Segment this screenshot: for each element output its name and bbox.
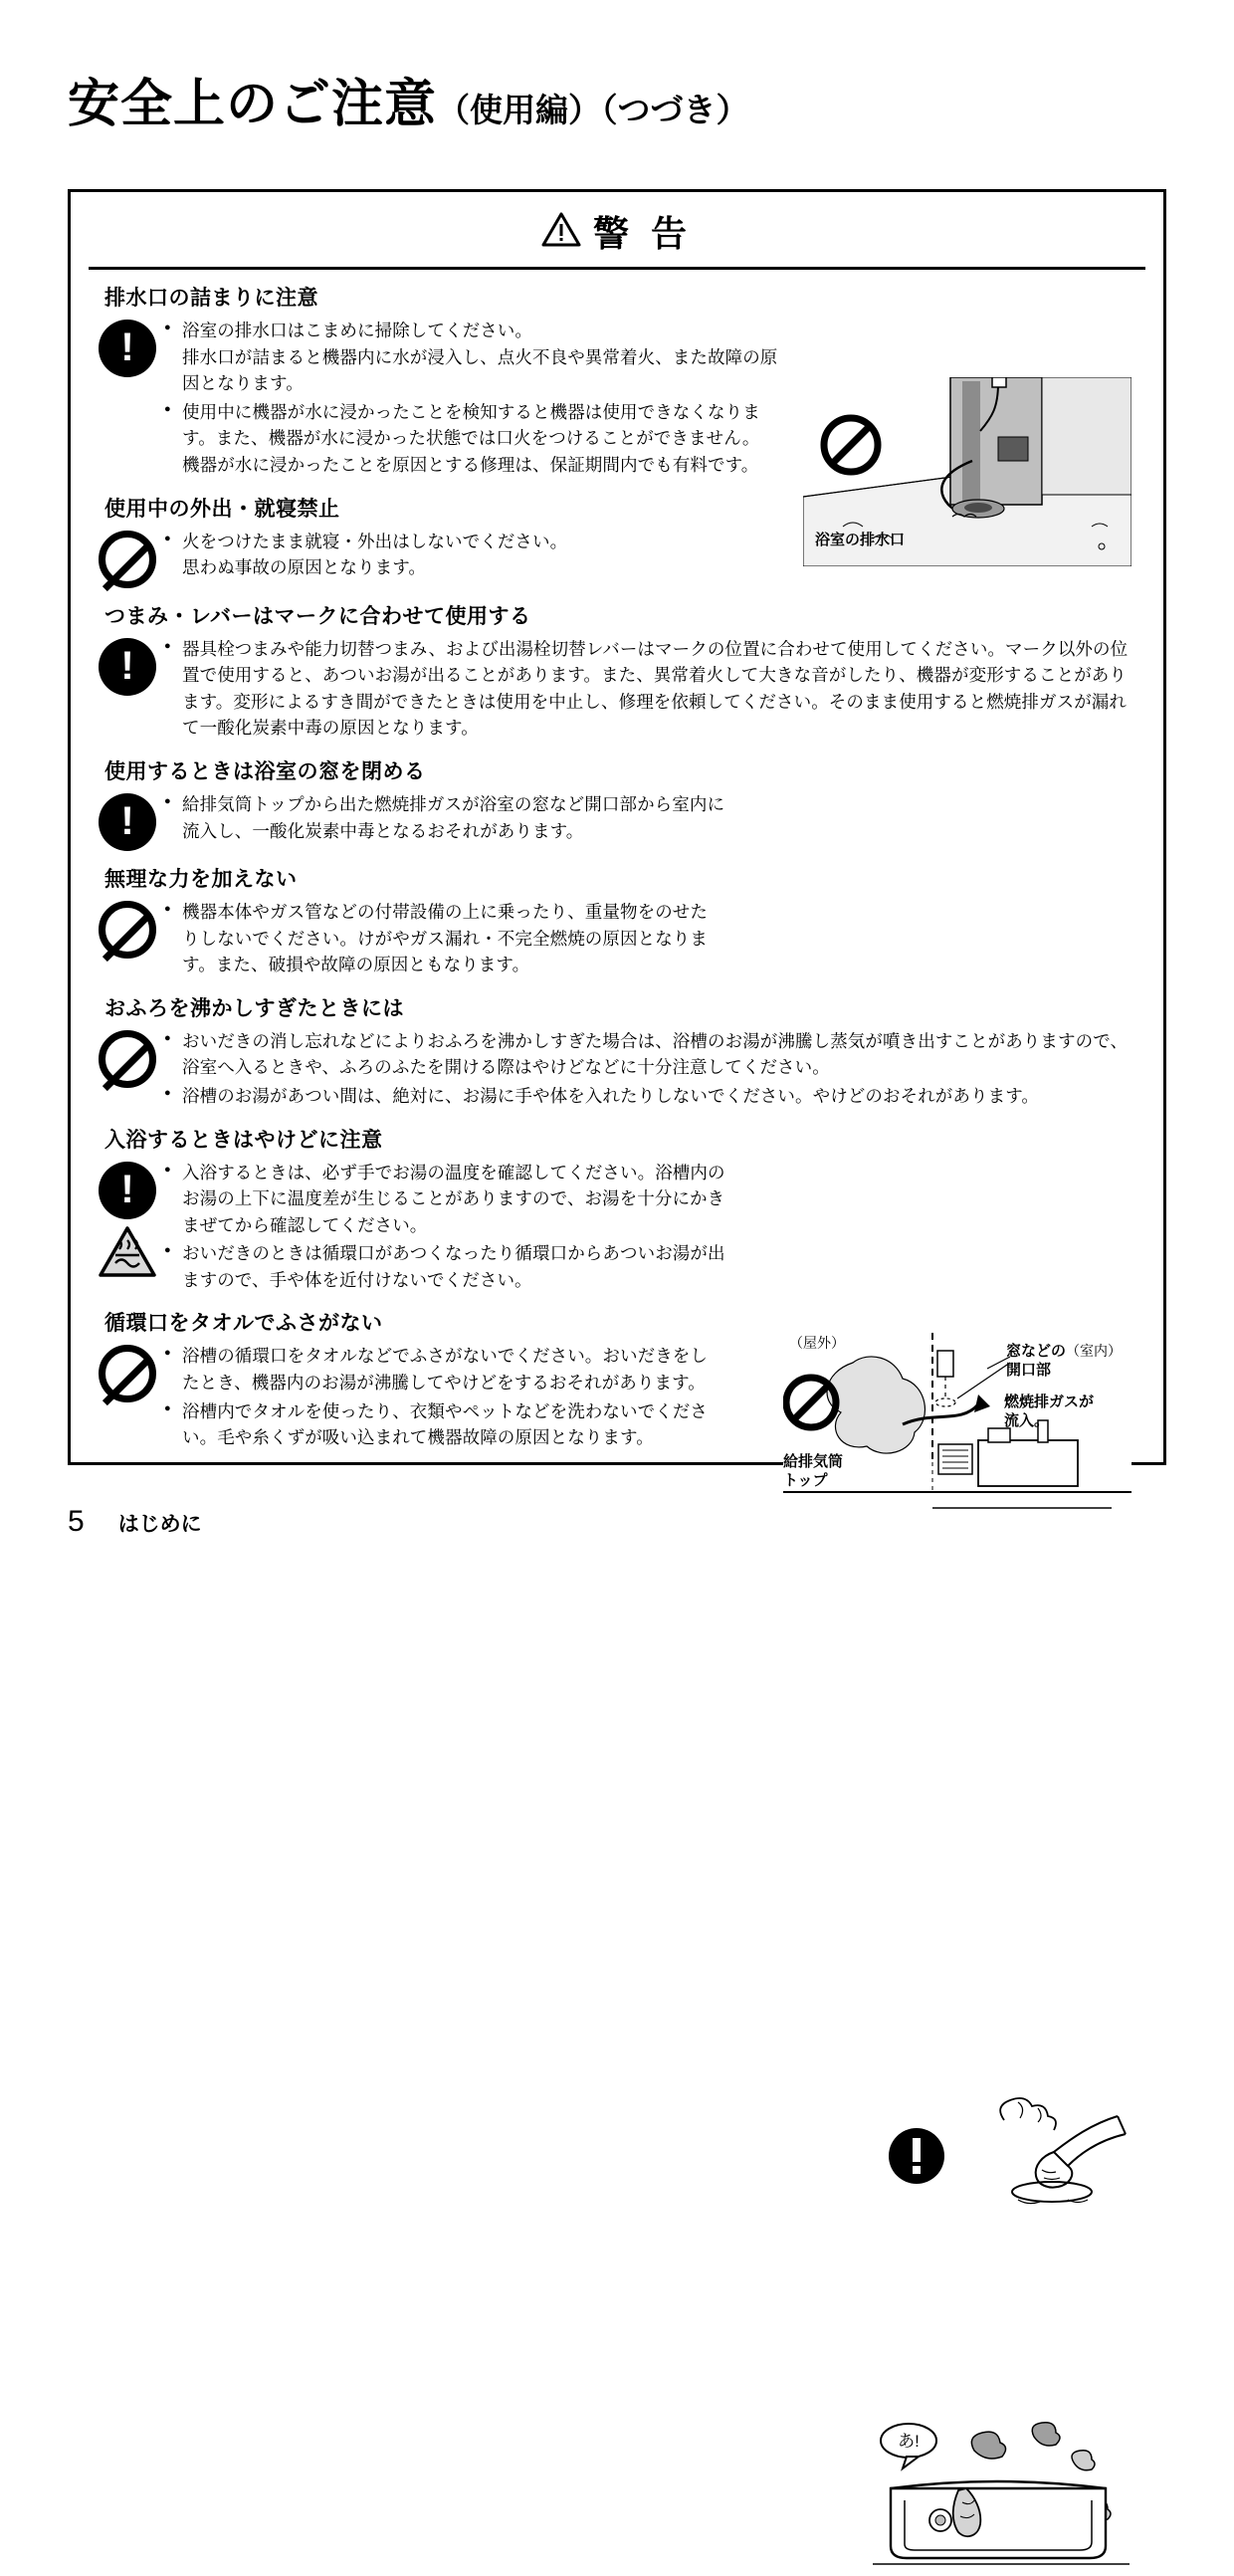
list-item: ● 使用中に機器が水に浸かったことを検知すると機器は使用できなくなります。また、機器が水に浸かった状態では口火をつけることができません。 機器が水に浸かったことを原因とする修理は、保証期間内でも有料です。 — [164, 399, 781, 479]
list-item: ● 機器本体やガス管などの付帯設備の上に乗ったり、重量物をのせたりしないでください。けがやガス漏れ・不完全燃焼の原因となります。また、破損や故障の原因ともなります。 — [164, 899, 721, 978]
page-title-sub: （使用編）（つづき） — [437, 92, 749, 128]
bullet-list — [164, 1160, 741, 1294]
warning-label: 警 告 — [592, 213, 693, 254]
section-no-leave — [71, 493, 1163, 588]
warning-triangle-icon — [541, 211, 581, 252]
list-item: ● 浴槽の循環口をタオルなどでふさがないでください。おいだきをしたとき、機器内のお湯が沸騰してやけどをするおそれがあります。 — [164, 1343, 721, 1395]
mandatory-exclamation-icon: ! — [99, 1162, 156, 1219]
section-no-force — [71, 863, 1163, 980]
list-item: ● 入浴するときは、必ず手でお湯の温度を確認してください。浴槽内のお湯の上下に温度差が生じることがありますので、お湯を十分にかきまぜてから確認してください。 — [164, 1160, 741, 1239]
footer-chapter-label: はじめに — [117, 1513, 202, 1536]
svg-text:あ!: あ! — [898, 2432, 920, 2452]
page-footer — [68, 1505, 202, 1539]
mandatory-exclamation-icon: ! — [99, 320, 156, 377]
label-exhaust-top: 給排気筒 トップ — [783, 1452, 844, 1490]
mandatory-exclamation-icon: ! — [99, 638, 156, 696]
icon-column — [91, 316, 164, 377]
label-outdoor: （屋外） — [789, 1334, 845, 1351]
icon-column — [91, 634, 164, 696]
section-heading: 使用中の外出・就寝禁止 — [104, 497, 340, 521]
section-heading: 無理な力を加えない — [104, 867, 298, 891]
icon-column — [91, 1026, 164, 1088]
bullet-list — [164, 529, 1143, 581]
list-item: ● 浴槽内でタオルを使ったり、衣類やペットなどを洗わないでください。毛や糸くずが吸い込まれて機器故障の原因となります。 — [164, 1398, 721, 1451]
icon-column — [91, 897, 164, 959]
bullet-list — [164, 318, 781, 479]
hot-surface-caution-icon — [98, 1225, 157, 1279]
page-number: 5 — [68, 1505, 85, 1538]
prohibition-icon — [99, 901, 156, 959]
section-heading: 使用するときは浴室の窓を閉める — [104, 759, 426, 783]
warning-divider — [89, 267, 1145, 270]
bathtub-towel-illustration — [867, 2417, 1135, 2571]
section-heading: 排水口の詰まりに注意 — [104, 287, 318, 310]
bullet-list — [164, 899, 721, 978]
bullet-list — [164, 791, 731, 844]
section-heading: 入浴するときはやけどに注意 — [104, 1128, 383, 1152]
section-knob-lever — [71, 600, 1163, 744]
list-item: ● おいだきの消し忘れなどによりおふろを沸かしすぎた場合は、浴槽のお湯が沸騰し蒸気が噴き出すことがありますので、浴室へ入るときや、ふろのふたを開ける際はやけどなどに十分注意してください。 — [164, 1028, 1130, 1081]
bullet-list — [164, 1343, 721, 1450]
list-item: ● 給排気筒トップから出た燃焼排ガスが浴室の窓など開口部から室内に流入し、一酸化炭素中毒となるおそれがあります。 — [164, 791, 731, 844]
label-opening: 窓などの（室内） 開口部 — [1006, 1342, 1123, 1379]
prohibition-icon — [99, 1345, 156, 1402]
bullet-list — [164, 1028, 1130, 1110]
hand-in-hot-water-illustration — [887, 2094, 1131, 2219]
mandatory-exclamation-icon: ! — [99, 793, 156, 851]
list-item: ● おいだきのときは循環口があつくなったり循環口からあついお湯が出ますので、手や体を近付けないでください。 — [164, 1240, 741, 1293]
section-heading: つまみ・レバーはマークに合わせて使用する — [104, 604, 531, 628]
list-item: ● 器具栓つまみや能力切替つまみ、および出湯栓切替レバーはマークの位置に合わせて使用してください。マーク以外の位置で使用すると、あついお湯が出ることがあります。また、異常着火して大きな音がしたり、機器が変形することがあります。変形によるすき間ができたときは使用を中止し、修理を依頼してください。そのまま使用すると燃焼排ガスが漏れて一酸化炭素中毒の原因となります。 — [164, 636, 1130, 742]
section-burn-caution — [71, 1124, 1163, 1296]
prohibition-icon — [99, 1030, 156, 1088]
prohibition-icon — [99, 531, 156, 588]
list-item: ● 火をつけたまま就寝・外出はしないでください。 思わぬ事故の原因となります。 — [164, 529, 1143, 581]
section-overheated-bath — [71, 992, 1163, 1112]
icon-column — [91, 789, 164, 851]
section-heading: 循環口をタオルでふさがない — [104, 1312, 383, 1336]
page-title-main: 安全上のご注意 — [68, 76, 438, 133]
icon-column — [91, 1158, 164, 1279]
figure-caption-drain: 浴室の排水口 — [815, 532, 906, 548]
icon-column — [91, 1341, 164, 1402]
list-item: ● 浴室の排水口はこまめに掃除してください。 排水口が詰まると機器内に水が浸入し、点火不良や異常着火、また故障の原因となります。 — [164, 318, 781, 397]
section-heading: おふろを沸かしすぎたときには — [104, 996, 404, 1020]
icon-column — [91, 527, 164, 588]
warning-header — [71, 192, 1163, 263]
bullet-list — [164, 636, 1130, 742]
page-title — [68, 62, 749, 136]
label-indoor: （室内） — [1066, 1342, 1123, 1359]
label-gas-inflow: 燃焼排ガスが 流入。 — [1004, 1393, 1095, 1430]
list-item: ● 浴槽のお湯があつい間は、絶対に、お湯に手や体を入れたりしないでください。やけどのおそれがあります。 — [164, 1083, 1130, 1110]
